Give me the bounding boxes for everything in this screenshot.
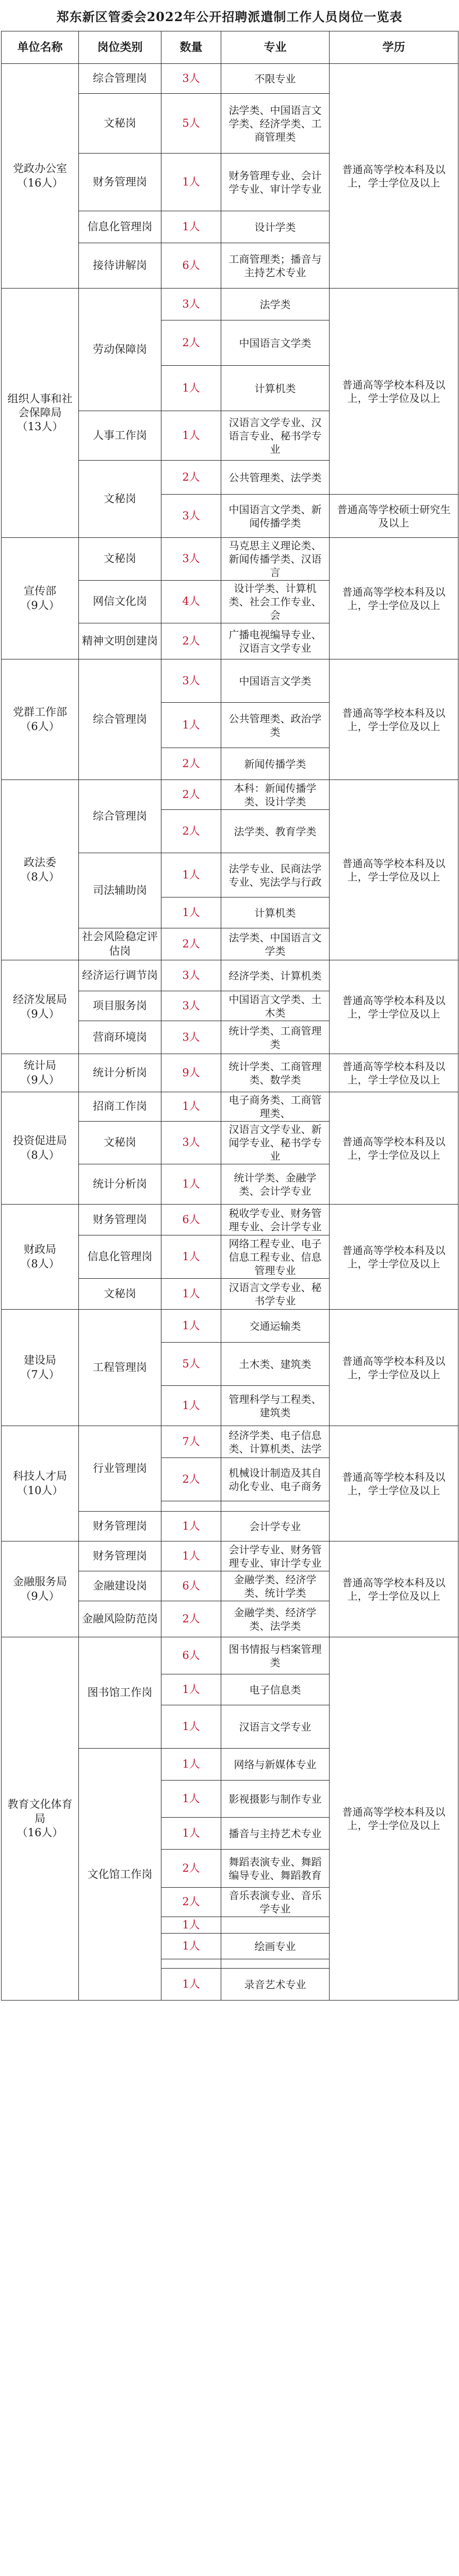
major-cell: 法学类、中国语言文学类 xyxy=(221,928,330,960)
count-cell: 5人 xyxy=(161,1343,221,1386)
count-cell: 1人 xyxy=(161,1541,221,1571)
major-cell: 舞蹈表演专业、舞蹈编导专业、舞蹈教育 xyxy=(221,1850,330,1888)
major-cell: 绘画专业 xyxy=(221,1934,330,1959)
count-cell: 1人 xyxy=(161,1310,221,1343)
post-category-cell: 金融建设岗 xyxy=(79,1571,161,1601)
count-cell: 1人 xyxy=(161,1092,221,1122)
post-category-cell: 经济运行调节岗 xyxy=(79,960,161,991)
post-category-cell: 接待讲解岗 xyxy=(79,243,161,289)
education-cell: 普通高等学校本科及以上，学士学位及以上 xyxy=(330,1092,458,1205)
table-row xyxy=(2,659,458,703)
unit-name-cell: 组织人事和社会保障局 （13人） xyxy=(2,289,79,538)
unit-name-cell: 统计局 （9人） xyxy=(2,1054,79,1092)
major-cell: 计算机类 xyxy=(221,897,330,928)
count-cell: 2人 xyxy=(161,623,221,659)
major-cell: 计算机类 xyxy=(221,366,330,411)
major-cell: 汉语言文学专业、汉语言专业、秘书学专业 xyxy=(221,411,330,461)
count-cell: 2人 xyxy=(161,748,221,780)
table-row xyxy=(2,1310,458,1343)
header-education: 学历 xyxy=(330,31,458,64)
table-row xyxy=(2,1541,458,1571)
post-category-cell: 信息化管理岗 xyxy=(79,1235,161,1279)
header-unit: 单位名称 xyxy=(2,31,79,64)
major-cell: 交通运输类 xyxy=(221,1310,330,1343)
major-cell: 财务管理专业、会计学专业、审计学专业 xyxy=(221,154,330,211)
header-post: 岗位类别 xyxy=(79,31,161,64)
education-cell: 普通高等学校本科及以上，学士学位及以上 xyxy=(330,1541,458,1637)
table-row xyxy=(2,1092,458,1122)
post-category-cell: 人事工作岗 xyxy=(79,411,161,461)
table-row xyxy=(2,289,458,320)
count-cell: 1人 xyxy=(161,154,221,211)
count-cell: 3人 xyxy=(161,495,221,538)
count-cell: 1人 xyxy=(161,1512,221,1541)
table-row xyxy=(2,64,458,94)
count-cell: 6人 xyxy=(161,1637,221,1674)
count-cell: 1人 xyxy=(161,1917,221,1934)
count-cell: 1人 xyxy=(161,1164,221,1205)
count-cell: 1人 xyxy=(161,1279,221,1310)
major-cell: 设计学类、计算机类、社会工作专业、会 xyxy=(221,581,330,623)
count-cell: 3人 xyxy=(161,1122,221,1164)
education-cell: 普通高等学校硕士研究生及以上 xyxy=(330,495,458,538)
post-category-cell: 司法辅助岗 xyxy=(79,853,161,928)
education-cell: 普通高等学校本科及以上，学士学位及以上 xyxy=(330,780,458,960)
major-cell: 会计学专业 xyxy=(221,1512,330,1541)
page-title: 郑东新区管委会2022年公开招聘派遣制工作人员岗位一览表 xyxy=(56,9,403,24)
count-cell: 1人 xyxy=(161,1235,221,1279)
count-cell: 5人 xyxy=(161,94,221,154)
unit-name-cell: 金融服务局 （9人） xyxy=(2,1541,79,1637)
major-cell: 中国语言文学类 xyxy=(221,659,330,703)
major-cell: 电子商务类、工商管理类、 xyxy=(221,1092,330,1122)
major-cell: 本科：新闻传播学类、设计学类 xyxy=(221,780,330,810)
major-cell: 机械设计制造及其自动化专业、电子商务 xyxy=(221,1458,330,1501)
count-cell: 1人 xyxy=(161,897,221,928)
count-cell: 6人 xyxy=(161,1205,221,1235)
unit-name-cell: 党政办公室 （16人） xyxy=(2,64,79,289)
post-category-cell: 文秘岗 xyxy=(79,94,161,154)
post-category-cell: 行业管理岗 xyxy=(79,1426,161,1512)
post-category-cell: 招商工作岗 xyxy=(79,1092,161,1122)
major-cell: 金融学类、经济学类、法学类 xyxy=(221,1601,330,1637)
count-cell: 2人 xyxy=(161,461,221,495)
count-cell: 1人 xyxy=(161,1781,221,1818)
post-category-cell: 统计分析岗 xyxy=(79,1164,161,1205)
major-cell: 音乐表演专业、音乐学专业 xyxy=(221,1888,330,1917)
major-cell: 汉语言文学专业 xyxy=(221,1705,330,1749)
education-cell: 普通高等学校本科及以上，学士学位及以上 xyxy=(330,64,458,289)
major-cell: 公共管理类、政治学类 xyxy=(221,703,330,748)
unit-name-cell: 投资促进局 （8人） xyxy=(2,1092,79,1205)
education-cell: 普通高等学校本科及以上，学士学位及以上 xyxy=(330,1426,458,1541)
major-cell: 汉语言文学专业、秘书学专业 xyxy=(221,1279,330,1310)
count-cell: 2人 xyxy=(161,1601,221,1637)
post-category-cell: 综合管理岗 xyxy=(79,780,161,853)
post-category-cell: 财务管理岗 xyxy=(79,1205,161,1235)
post-category-cell: 财务管理岗 xyxy=(79,1512,161,1541)
major-cell: 广播电视编导专业、汉语言文学专业 xyxy=(221,623,330,659)
count-cell: 2人 xyxy=(161,1458,221,1501)
post-category-cell: 图书馆工作岗 xyxy=(79,1637,161,1749)
major-cell: 中国语言文学类、土木类 xyxy=(221,991,330,1021)
major-cell xyxy=(221,1501,330,1512)
table-row xyxy=(2,538,458,581)
post-category-cell: 综合管理岗 xyxy=(79,659,161,780)
education-cell: 普通高等学校本科及以上，学士学位及以上 xyxy=(330,1310,458,1426)
table-row xyxy=(2,1426,458,1458)
major-cell: 公共管理类、法学类 xyxy=(221,461,330,495)
post-category-cell: 财务管理岗 xyxy=(79,154,161,211)
unit-name-cell: 建设局 （7人） xyxy=(2,1310,79,1426)
major-cell xyxy=(221,1917,330,1934)
major-cell: 网络工程专业、电子信息工程专业、信息管理专业 xyxy=(221,1235,330,1279)
post-category-cell: 劳动保障岗 xyxy=(79,289,161,411)
education-cell: 普通高等学校本科及以上，学士学位及以上 xyxy=(330,1637,458,2001)
count-cell: 6人 xyxy=(161,1571,221,1601)
table-row xyxy=(2,1054,458,1092)
major-cell: 税收学专业、财务管理专业、会计学专业 xyxy=(221,1205,330,1235)
post-category-cell: 文化馆工作岗 xyxy=(79,1749,161,2001)
education-cell: 普通高等学校本科及以上，学士学位及以上 xyxy=(330,289,458,495)
major-cell: 电子信息类 xyxy=(221,1674,330,1705)
count-cell: 3人 xyxy=(161,1021,221,1054)
table-header-row xyxy=(2,31,458,64)
count-cell: 2人 xyxy=(161,810,221,853)
major-cell: 管理科学与工程类、建筑类 xyxy=(221,1386,330,1426)
major-cell: 设计学类 xyxy=(221,211,330,243)
major-cell: 新闻传播学类 xyxy=(221,748,330,780)
count-cell xyxy=(161,1501,221,1512)
unit-name-cell: 党群工作部 （6人） xyxy=(2,659,79,780)
major-cell: 播音与主持艺术专业 xyxy=(221,1818,330,1850)
major-cell: 汉语言文学专业、新闻学专业、秘书学专业 xyxy=(221,1122,330,1164)
post-category-cell: 文秘岗 xyxy=(79,461,161,538)
post-category-cell: 社会风险稳定评估岗 xyxy=(79,928,161,960)
post-category-cell: 财务管理岗 xyxy=(79,1541,161,1571)
major-cell: 统计学类、工商管理类 xyxy=(221,1021,330,1054)
unit-name-cell: 财政局 （8人） xyxy=(2,1205,79,1310)
count-cell: 3人 xyxy=(161,64,221,94)
major-cell: 中国语言文学类、新闻传播学类 xyxy=(221,495,330,538)
count-cell: 1人 xyxy=(161,366,221,411)
major-cell: 中国语言文学类 xyxy=(221,320,330,366)
major-cell: 统计学类、金融学类、会计学专业 xyxy=(221,1164,330,1205)
count-cell: 1人 xyxy=(161,1969,221,2001)
count-cell: 2人 xyxy=(161,780,221,810)
count-cell: 4人 xyxy=(161,581,221,623)
major-cell: 会计学专业、财务管理专业、审计学专业 xyxy=(221,1541,330,1571)
count-cell: 1人 xyxy=(161,1749,221,1781)
count-cell: 2人 xyxy=(161,928,221,960)
count-cell: 6人 xyxy=(161,243,221,289)
education-cell: 普通高等学校本科及以上，学士学位及以上 xyxy=(330,1205,458,1310)
count-cell: 1人 xyxy=(161,703,221,748)
unit-name-cell: 教育文化体育局 （16人） xyxy=(2,1637,79,2001)
count-cell: 1人 xyxy=(161,211,221,243)
major-cell: 法学专业、民商法学专业、宪法学与行政 xyxy=(221,853,330,897)
positions-table xyxy=(1,31,458,2001)
unit-name-cell: 政法委 （8人） xyxy=(2,780,79,960)
table-row xyxy=(2,960,458,991)
major-cell: 影视摄影与制作专业 xyxy=(221,1781,330,1818)
count-cell: 3人 xyxy=(161,991,221,1021)
count-cell: 3人 xyxy=(161,538,221,581)
education-cell: 普通高等学校本科及以上，学士学位及以上 xyxy=(330,960,458,1054)
post-category-cell: 工程管理岗 xyxy=(79,1310,161,1426)
major-cell: 经济学类、电子信息类、计算机类、法学 xyxy=(221,1426,330,1458)
unit-name-cell: 科技人才局 （10人） xyxy=(2,1426,79,1541)
table-row xyxy=(2,1205,458,1235)
education-cell: 普通高等学校本科及以上，学士学位及以上 xyxy=(330,1054,458,1092)
table-row xyxy=(2,1637,458,1674)
count-cell: 1人 xyxy=(161,1818,221,1850)
post-category-cell: 金融风险防范岗 xyxy=(79,1601,161,1637)
major-cell: 法学类、中国语言文学类、经济学类、工商管理类 xyxy=(221,94,330,154)
post-category-cell: 文秘岗 xyxy=(79,1279,161,1310)
major-cell: 图书情报与档案管理类 xyxy=(221,1637,330,1674)
post-category-cell: 信息化管理岗 xyxy=(79,211,161,243)
unit-name-cell: 经济发展局 （9人） xyxy=(2,960,79,1054)
major-cell xyxy=(221,1959,330,1969)
table-body xyxy=(2,64,458,2001)
count-cell xyxy=(161,1959,221,1969)
major-cell: 统计学类、工商管理类、数学类 xyxy=(221,1054,330,1092)
major-cell: 录音艺术专业 xyxy=(221,1969,330,2001)
education-cell: 普通高等学校本科及以上，学士学位及以上 xyxy=(330,659,458,780)
count-cell: 7人 xyxy=(161,1426,221,1458)
header-count: 数量 xyxy=(161,31,221,64)
count-cell: 3人 xyxy=(161,289,221,320)
post-category-cell: 综合管理岗 xyxy=(79,64,161,94)
post-category-cell: 文秘岗 xyxy=(79,538,161,581)
post-category-cell: 网信文化岗 xyxy=(79,581,161,623)
unit-name-cell: 宣传部 （9人） xyxy=(2,538,79,659)
count-cell: 2人 xyxy=(161,1888,221,1917)
post-category-cell: 文秘岗 xyxy=(79,1122,161,1164)
count-cell: 1人 xyxy=(161,411,221,461)
post-category-cell: 统计分析岗 xyxy=(79,1054,161,1092)
major-cell: 法学类、教育学类 xyxy=(221,810,330,853)
post-category-cell: 精神文明创建岗 xyxy=(79,623,161,659)
count-cell: 1人 xyxy=(161,853,221,897)
count-cell: 1人 xyxy=(161,1705,221,1749)
major-cell: 工商管理类；播音与主持艺术专业 xyxy=(221,243,330,289)
count-cell: 2人 xyxy=(161,320,221,366)
count-cell: 1人 xyxy=(161,1674,221,1705)
count-cell: 1人 xyxy=(161,1386,221,1426)
major-cell: 网络与新媒体专业 xyxy=(221,1749,330,1781)
post-category-cell: 项目服务岗 xyxy=(79,991,161,1021)
major-cell: 经济学类、计算机类 xyxy=(221,960,330,991)
education-cell: 普通高等学校本科及以上，学士学位及以上 xyxy=(330,538,458,659)
count-cell: 1人 xyxy=(161,1934,221,1959)
header-major: 专业 xyxy=(221,31,330,64)
count-cell: 3人 xyxy=(161,659,221,703)
table-row xyxy=(2,780,458,810)
post-category-cell: 营商环境岗 xyxy=(79,1021,161,1054)
major-cell: 法学类 xyxy=(221,289,330,320)
major-cell: 土木类、建筑类 xyxy=(221,1343,330,1386)
major-cell: 不限专业 xyxy=(221,64,330,94)
count-cell: 3人 xyxy=(161,960,221,991)
major-cell: 金融学类、经济学类、统计学类 xyxy=(221,1571,330,1601)
major-cell: 马克思主义理论类、新闻传播学类、汉语言 xyxy=(221,538,330,581)
count-cell: 2人 xyxy=(161,1850,221,1888)
count-cell: 9人 xyxy=(161,1054,221,1092)
